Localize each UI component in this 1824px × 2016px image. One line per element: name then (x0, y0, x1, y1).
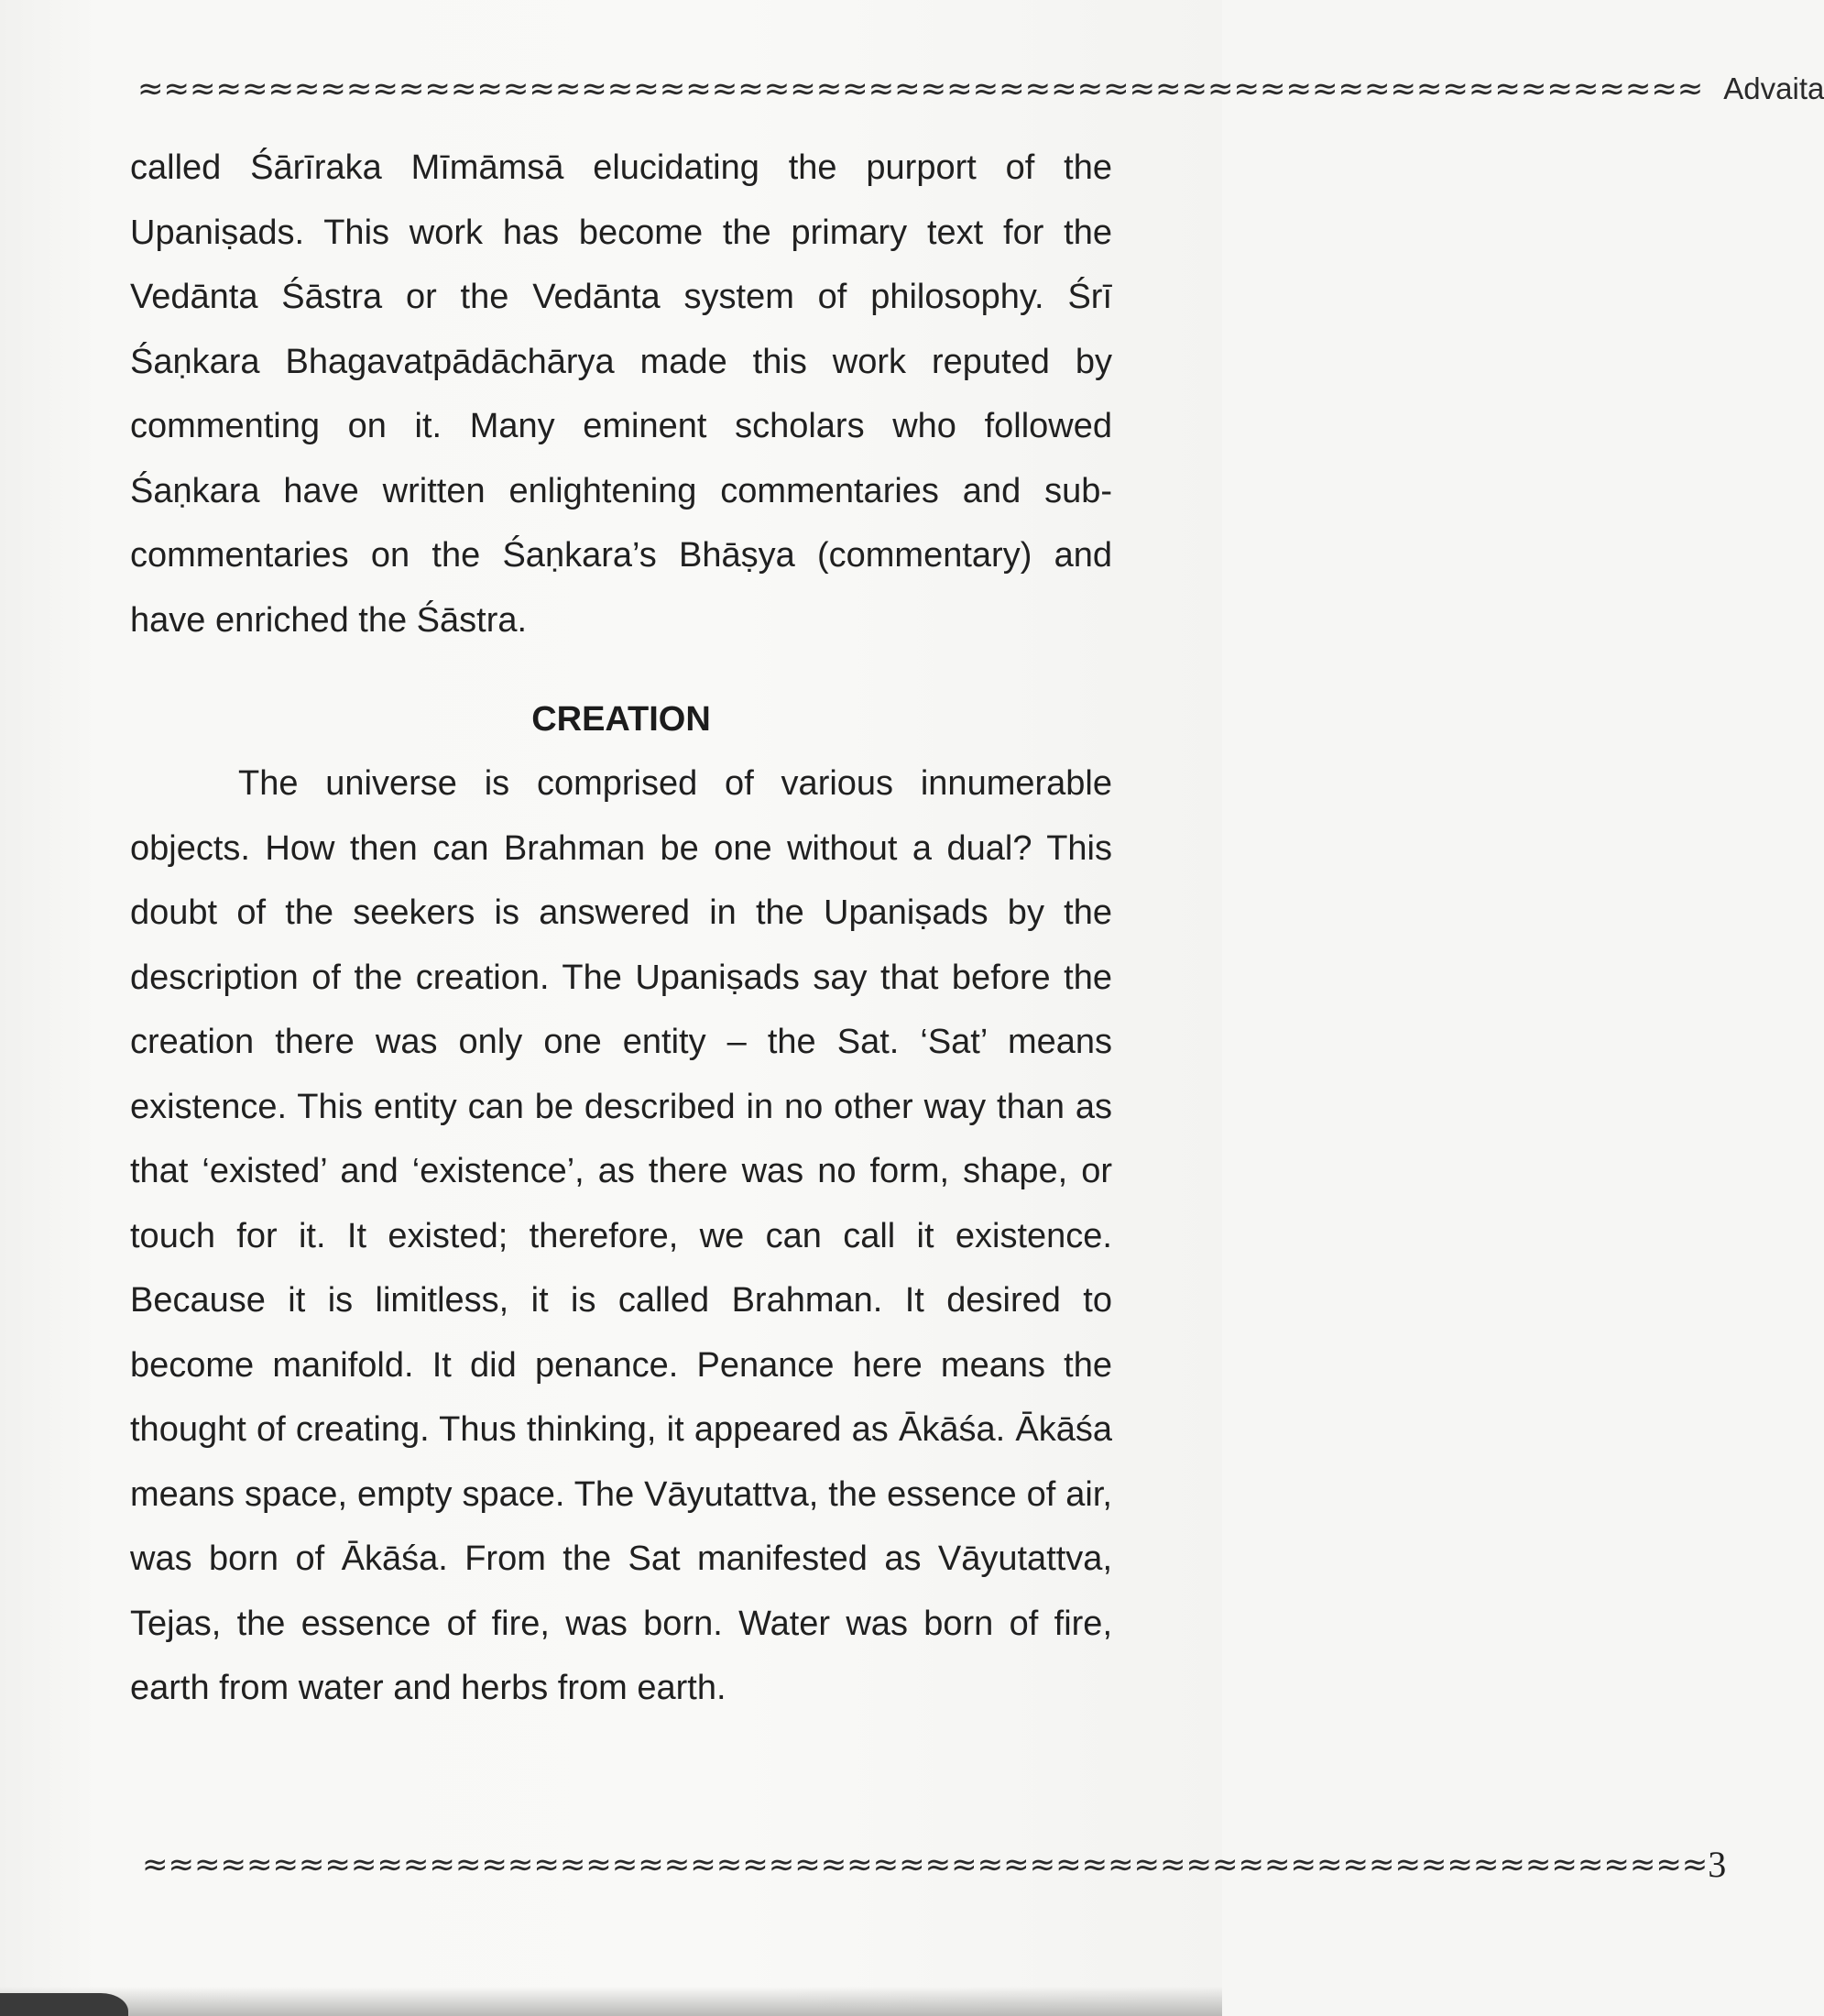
running-header-title: Advaita (1723, 71, 1824, 105)
page-corner-shadow (0, 1993, 128, 2016)
body-paragraph-2: The universe is comprised of various innumerable objects. How then can Brahman be one without a dual? This doubt of the seekers is answered in the Upaniṣads by the description of the creation. The Upaniṣads say that before the creation there was only one entity – the Sat. ‘Sat’ means existence. This entity can be described in no other way than as that ‘existed’ and ‘existence’, as there was no form, shape, or touch for it. It existed; therefore, we can call it existence. Because it is limitless, it is called Brahman. It desired to become manifold. It did penance. Penance here means the thought of creating. Thus thinking, it appeared as Ākāśa. Ākāśa means space, empty space. The Vāyutattva, the essence of air, was born of Ākāśa. From the Sat manifested as Vāyutattva, Tejas, the essence of fire, was born. Water was born of fire, earth from water and herbs from earth. (130, 764, 1112, 1707)
page-body (130, 136, 1112, 1721)
header-wave-rule: ≈≈≈≈≈≈≈≈≈≈≈≈≈≈≈≈≈≈≈≈≈≈≈≈≈≈≈≈≈≈≈≈≈≈≈≈≈≈≈≈≈≈≈≈≈≈≈≈≈≈≈≈≈≈≈≈≈≈≈≈ (137, 71, 1704, 107)
running-header (137, 66, 1824, 112)
footer-wave-rule: ≈≈≈≈≈≈≈≈≈≈≈≈≈≈≈≈≈≈≈≈≈≈≈≈≈≈≈≈≈≈≈≈≈≈≈≈≈≈≈≈≈≈≈≈≈≈≈≈≈≈≈≈≈≈≈≈≈≈≈≈ (142, 1846, 1709, 1883)
section-heading: CREATION (531, 700, 711, 739)
page-footer (142, 1837, 1727, 1892)
body-paragraph-1: called Śārīraka Mīmāmsā elucidating the purport of the Upaniṣads. This work has become the primary text for the Vedānta Śāstra or the Vedānta system of philosophy. Śrī Śaṇkara Bhagavatpādāchārya made this work reputed by commenting on it. Many eminent scholars who followed Śaṇkara have written enlightening commentaries and sub-commentaries on the Śaṇkara’s Bhāṣya (commentary) and have enriched the Śāstra. (130, 148, 1112, 640)
page-edge-shadow (0, 1987, 1222, 2016)
page-number: 3 (1708, 1844, 1727, 1885)
